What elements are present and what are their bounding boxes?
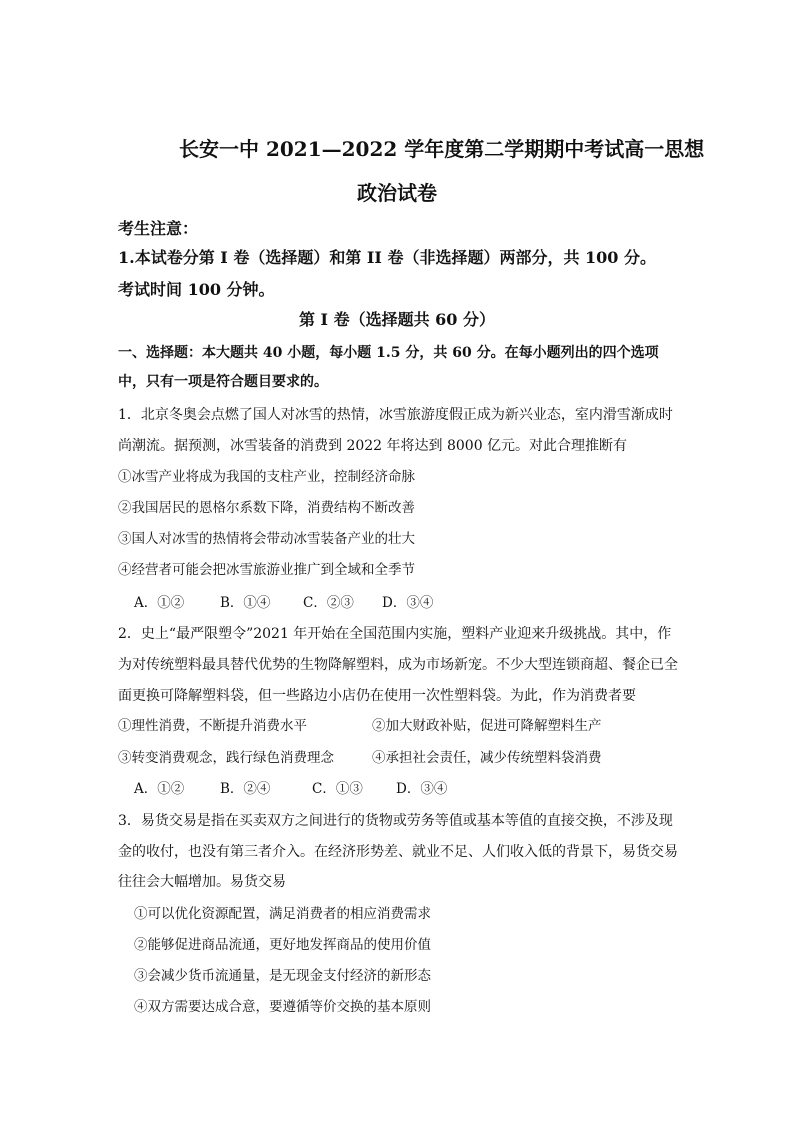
q2-option-4: ④承担社会责任，减少传统塑料袋消费 <box>372 750 602 766</box>
q3-option-2: ②能够促进商品流通，更好地发挥商品的使用价值 <box>134 937 431 953</box>
q2-answer-c: C．①③ <box>312 781 363 797</box>
section-instruction-line-2: 中，只有一项是符合题目要求的。 <box>118 374 328 390</box>
q1-stem-line-2: 尚潮流。据预测，冰雪装备的消费到 2022 年将达到 8000 亿元。对此合理推断有 <box>118 438 628 454</box>
q3-option-3: ③会减少货币流通量，是无现金支付经济的新形态 <box>134 968 431 984</box>
q2-answer-b: B．②④ <box>220 781 271 797</box>
q1-answer-d: D．③④ <box>382 595 434 611</box>
notice-line-2: 考试时间 100 分钟。 <box>118 280 275 299</box>
q1-answer-a: A．①② <box>134 595 185 611</box>
q2-answer-d: D．③④ <box>396 781 448 797</box>
q3-option-4: ④双方需要达成合意，要遵循等价交换的基本原则 <box>134 999 431 1015</box>
q1-option-4: ④经营者可能会把冰雪旅游业推广到全域和全季节 <box>118 562 415 578</box>
q2-option-3: ③转变消费观念，践行绿色消费理念 <box>118 750 334 766</box>
q1-option-3: ③国人对冰雪的热情将会带动冰雪装备产业的壮大 <box>118 531 415 547</box>
exam-title: 长安一中 2021—2022 学年度第二学期期中考试高一思想 <box>179 137 705 161</box>
notice-line-1: 1.本试卷分第 I 卷（选择题）和第 II 卷（非选择题）两部分，共 100 分。 <box>118 248 656 267</box>
q2-stem-line-2: 为对传统塑料最具替代优势的生物降解塑料，成为市场新宠。不少大型连锁商超、餐企已全 <box>118 657 678 673</box>
q1-answer-b: B．①④ <box>220 595 271 611</box>
notice-heading: 考生注意： <box>118 219 199 238</box>
q2-option-1: ①理性消费，不断提升消费水平 <box>118 718 307 734</box>
exam-subtitle: 政治试卷 <box>357 181 437 205</box>
section-title: 第 I 卷（选择题共 60 分） <box>298 310 496 329</box>
q1-option-2: ②我国居民的恩格尔系数下降，消费结构不断改善 <box>118 500 415 516</box>
q2-stem-line-3: 面更换可降解塑料袋，但一些路边小店仍在使用一次性塑料袋。为此，作为消费者要 <box>118 688 636 704</box>
q1-option-1: ①冰雪产业将成为我国的支柱产业，控制经济命脉 <box>118 469 415 485</box>
q3-stem-line-3: 往往会大幅增加。易货交易 <box>118 874 286 890</box>
q2-answer-a: A．①② <box>134 781 185 797</box>
q2-stem-line-1: 2．史上“最严限塑令”2021 年开始在全国范围内实施，塑料产业迎来升级挑战。其中，作 <box>118 626 672 642</box>
q3-option-1: ①可以优化资源配置，满足消费者的相应消费需求 <box>134 906 431 922</box>
q1-answer-c: C．②③ <box>303 595 354 611</box>
q3-stem-line-2: 金的收付，也没有第三者介入。在经济形势差、就业不足、人们收入低的背景下，易货交易 <box>118 844 678 860</box>
q1-stem-line-1: 1．北京冬奥会点燃了国人对冰雪的热情，冰雪旅游度假正成为新兴业态，室内滑雪渐成时 <box>118 407 673 423</box>
q2-option-2: ②加大财政补贴，促进可降解塑料生产 <box>372 718 602 734</box>
q3-stem-line-1: 3．易货交易是指在买卖双方之间进行的货物或劳务等值或基本等值的直接交换，不涉及现 <box>118 813 673 829</box>
section-instruction-line-1: 一、选择题：本大题共 40 小题，每小题 1.5 分，共 60 分。在每小题列出的四个选项 <box>118 345 659 361</box>
